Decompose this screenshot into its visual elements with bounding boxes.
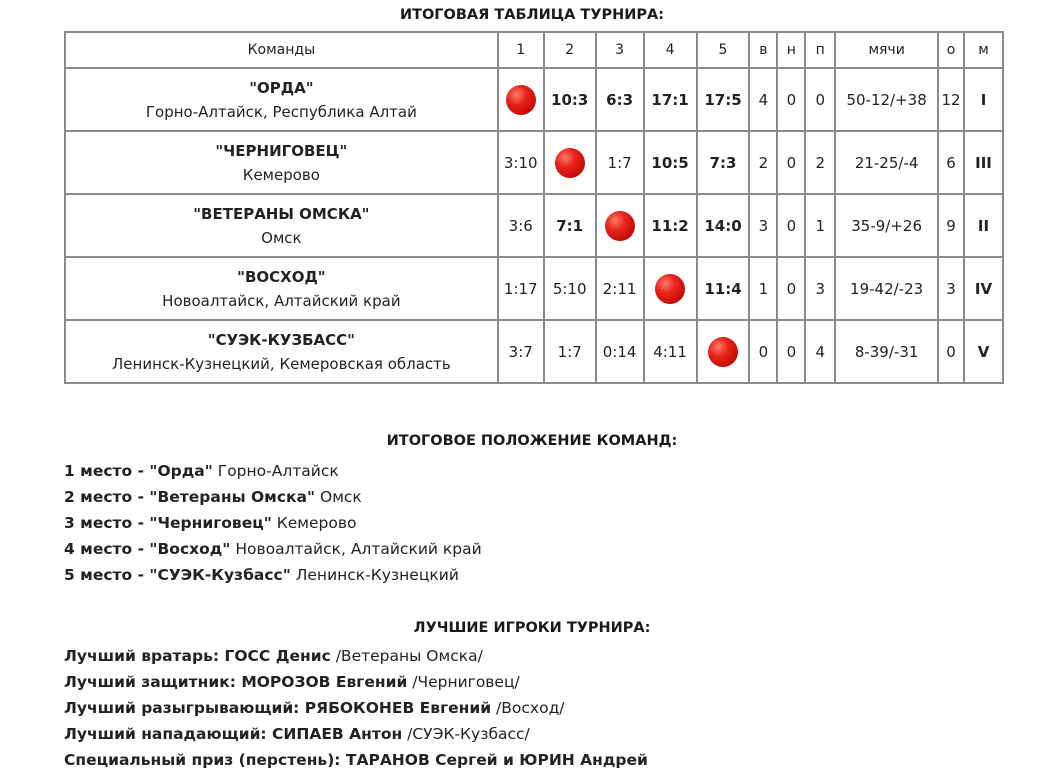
points-cell: 3 [938,257,964,320]
team-name: "ОРДА" [249,78,314,97]
table-row [65,131,1003,194]
team-cell [65,131,498,194]
self-match-cell [697,320,750,383]
goals-cell: 21-25/-4 [835,131,938,194]
player-award-item-title: Лучший разыгрывающий: РЯБОКОНЕВ Евгений [64,699,492,717]
wins-cell: 3 [749,194,777,257]
header-draws: н [777,32,805,68]
player-award-item-detail: /СУЭК-Кузбасс/ [402,725,530,743]
place-cell: III [964,131,1003,194]
player-award-item-title: Лучший защитник: МОРОЗОВ Евгений [64,673,408,691]
place-cell: IV [964,257,1003,320]
team-city: Омск [261,228,302,247]
draws-cell: 0 [777,320,805,383]
losses-cell: 3 [805,257,835,320]
header-col-1: 1 [498,32,544,68]
place-cell: V [964,320,1003,383]
score-cell: 4:11 [644,320,697,383]
position-item-detail: Новоалтайск, Алтайский край [230,540,482,558]
player-award-item [64,643,648,669]
score-cell: 17:5 [697,68,750,131]
draws-cell: 0 [777,194,805,257]
header-losses: п [805,32,835,68]
self-match-cell [544,131,596,194]
team-name: "ВЕТЕРАНЫ ОМСКА" [193,204,370,223]
player-award-item [64,695,648,721]
player-award-item-detail: /Восход/ [491,699,565,717]
points-cell: 12 [938,68,964,131]
header-teams: Команды [65,32,498,68]
position-item-title: 2 место - "Ветераны Омска" [64,488,316,506]
team-name: "ЧЕРНИГОВЕЦ" [215,141,348,160]
position-item-detail: Горно-Алтайск [212,462,339,480]
position-item-detail: Кемерово [271,514,357,532]
header-col-5: 5 [697,32,750,68]
score-cell: 10:3 [544,68,596,131]
goals-cell: 8-39/-31 [835,320,938,383]
score-cell: 1:7 [544,320,596,383]
points-cell: 6 [938,131,964,194]
players-heading: ЛУЧШИЕ ИГРОКИ ТУРНИРА: [413,620,651,636]
team-city: Горно-Алтайск, Республика Алтай [145,102,417,121]
losses-cell: 4 [805,320,835,383]
team-city: Ленинск-Кузнецкий, Кемеровская область [112,354,451,373]
position-item-title: 1 место - "Орда" [64,462,213,480]
position-item [64,458,482,484]
position-item [64,510,482,536]
best-players-list [64,643,648,773]
score-cell: 17:1 [644,68,697,131]
self-match-cell [644,257,697,320]
player-award-item [64,721,648,747]
red-ball-icon [555,148,585,178]
self-match-cell [596,194,644,257]
position-item [64,562,482,588]
table-row [65,68,1003,131]
score-cell: 5:10 [544,257,596,320]
header-col-4: 4 [644,32,697,68]
draws-cell: 0 [777,257,805,320]
self-match-cell [498,68,544,131]
team-name: "СУЭК-КУЗБАСС" [207,330,355,349]
team-city: Новоалтайск, Алтайский край [162,291,401,310]
score-cell: 7:3 [697,131,750,194]
header-col-2: 2 [544,32,596,68]
score-cell: 1:17 [498,257,544,320]
table-row [65,257,1003,320]
score-cell: 0:14 [596,320,644,383]
header-place: м [964,32,1003,68]
table-header-row [65,32,1003,68]
player-award-item [64,747,648,773]
red-ball-icon [708,337,738,367]
score-cell: 3:7 [498,320,544,383]
table-heading: ИТОГОВАЯ ТАБЛИЦА ТУРНИРА: [399,7,665,23]
table-row [65,194,1003,257]
draws-cell: 0 [777,68,805,131]
wins-cell: 0 [749,320,777,383]
red-ball-icon [605,211,635,241]
points-cell: 9 [938,194,964,257]
position-item [64,484,482,510]
losses-cell: 0 [805,68,835,131]
score-cell: 2:11 [596,257,644,320]
goals-cell: 19-42/-23 [835,257,938,320]
position-item-title: 4 место - "Восход" [64,540,231,558]
score-cell: 1:7 [596,131,644,194]
position-item-detail: Омск [315,488,362,506]
player-award-item-detail: /Ветераны Омска/ [330,647,483,665]
score-cell: 7:1 [544,194,596,257]
team-cell [65,320,498,383]
score-cell: 14:0 [697,194,750,257]
place-cell: II [964,194,1003,257]
place-cell: I [964,68,1003,131]
score-cell: 3:6 [498,194,544,257]
goals-cell: 35-9/+26 [835,194,938,257]
score-cell: 3:10 [498,131,544,194]
wins-cell: 1 [749,257,777,320]
score-cell: 11:2 [644,194,697,257]
position-item-title: 3 место - "Черниговец" [64,514,272,532]
table-row [65,320,1003,383]
score-cell: 10:5 [644,131,697,194]
player-award-item [64,669,648,695]
position-item [64,536,482,562]
team-city: Кемерово [242,165,320,184]
position-item-title: 5 место - "СУЭК-Кузбасс" [64,566,291,584]
team-name: "ВОСХОД" [237,267,326,286]
red-ball-icon [506,85,536,115]
player-award-item-detail: /Черниговец/ [407,673,520,691]
draws-cell: 0 [777,131,805,194]
points-cell: 0 [938,320,964,383]
header-points: о [938,32,964,68]
team-cell [65,257,498,320]
positions-heading: ИТОГОВОЕ ПОЛОЖЕНИЕ КОМАНД: [386,433,678,449]
player-award-item-title: Специальный приз (перстень): ТАРАНОВ Сергей и ЮРИН Андрей [64,751,648,769]
team-cell [65,194,498,257]
player-award-item-title: Лучший нападающий: СИПАЕВ Антон [64,725,403,743]
position-item-detail: Ленинск-Кузнецкий [290,566,459,584]
losses-cell: 2 [805,131,835,194]
score-cell: 6:3 [596,68,644,131]
red-ball-icon [655,274,685,304]
score-cell: 11:4 [697,257,750,320]
player-award-item-title: Лучший вратарь: ГОСС Денис [64,647,331,665]
losses-cell: 1 [805,194,835,257]
header-wins: в [749,32,777,68]
wins-cell: 2 [749,131,777,194]
final-positions-list [64,458,482,588]
goals-cell: 50-12/+38 [835,68,938,131]
wins-cell: 4 [749,68,777,131]
team-cell [65,68,498,131]
results-table [64,31,1004,384]
header-col-3: 3 [596,32,644,68]
header-goals: мячи [835,32,938,68]
